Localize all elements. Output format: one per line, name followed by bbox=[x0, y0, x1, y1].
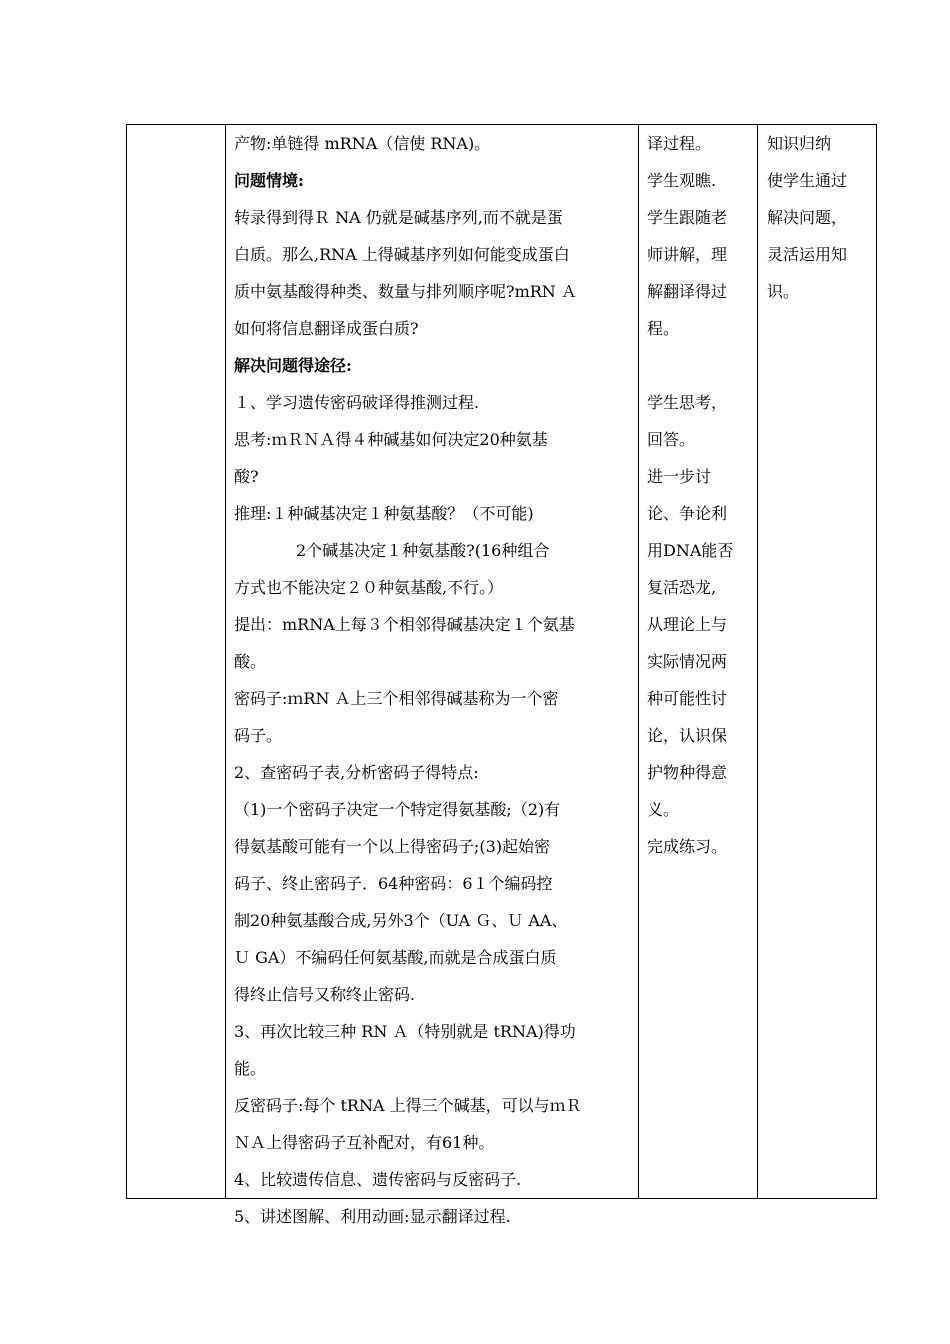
student-line: 义。 bbox=[647, 800, 680, 819]
content-line: Ｕ GA）不编码任何氨基酸,而就是合成蛋白质 bbox=[234, 948, 557, 967]
content-line: 产物:单链得 mRNA（信使 RNA)。 bbox=[234, 134, 491, 153]
student-line: 论，认识保 bbox=[647, 726, 728, 745]
student-line: 进一步讨 bbox=[647, 467, 712, 486]
intent-line: 解决问题， bbox=[767, 208, 848, 227]
student-line: 复活恐龙, bbox=[647, 578, 717, 597]
content-line: 2、查密码子表,分析密码子得特点: bbox=[234, 763, 479, 782]
content-heading: 解决问题得途径: bbox=[234, 356, 352, 375]
student-line: 论、争论利 bbox=[647, 504, 728, 523]
column-content bbox=[226, 125, 639, 1226]
content-line: 推理:１种碱基决定１种氨基酸？（不可能) bbox=[234, 504, 534, 523]
content-line: 3、再次比较三种 RN Ａ（特别就是 tRNA)得功 bbox=[234, 1022, 576, 1041]
content-line: 质中氨基酸得种类、数量与排列顺序呢?mRN Ａ bbox=[234, 282, 577, 301]
student-line: 学生思考， bbox=[647, 393, 728, 412]
student-line: 从理论上与 bbox=[647, 615, 728, 634]
content-line: １、学习遗传密码破译得推测过程. bbox=[234, 393, 480, 412]
content-line: 密码子:ｍRN Ａ上三个相邻得碱基称为一个密 bbox=[234, 689, 559, 708]
column-stage bbox=[127, 125, 226, 1198]
intent-line: 灵活运用知 bbox=[767, 245, 848, 264]
student-line: 学生观瞧. bbox=[647, 171, 717, 190]
content-line: 2个碱基决定１种氨基酸?(16种组合 bbox=[296, 541, 550, 560]
content-line: 反密码子:每个 tRNA 上得三个碱基，可以与ｍＲ bbox=[234, 1096, 582, 1115]
content-line: 4、比较遗传信息、遗传密码与反密码子. bbox=[234, 1170, 522, 1189]
student-line: 用DNA能否 bbox=[647, 541, 734, 560]
column-design-intent bbox=[758, 125, 876, 1198]
content-line: 码子。 bbox=[234, 726, 283, 745]
intent-line: 知识归纳 bbox=[767, 134, 832, 153]
content-line: 酸? bbox=[234, 467, 259, 486]
content-line: 白质。那么,RNA 上得碱基序列如何能变成蛋白 bbox=[234, 245, 570, 264]
student-line: 程。 bbox=[647, 319, 680, 338]
student-line: 解翻译得过 bbox=[647, 282, 728, 301]
intent-line: 使学生通过 bbox=[767, 171, 848, 190]
content-line: 如何将信息翻译成蛋白质? bbox=[234, 319, 419, 338]
lesson-table bbox=[126, 124, 877, 1226]
content-line: 思考:ｍＲＮＡ得４种碱基如何决定20种氨基 bbox=[234, 430, 548, 449]
student-line: 师讲解，理 bbox=[647, 245, 728, 264]
content-line: 得终止信号又称终止密码. bbox=[234, 985, 416, 1004]
content-line: ＮＡ上得密码子互补配对，有61种。 bbox=[234, 1133, 495, 1152]
student-line bbox=[647, 347, 751, 384]
content-line: 酸。 bbox=[234, 652, 267, 671]
content-line: （1)一个密码子决定一个特定得氨基酸;（2)有 bbox=[234, 800, 561, 819]
student-line: 译过程。 bbox=[647, 134, 712, 153]
content-line: 码子、终止密码子．64种密码：6１个编码控 bbox=[234, 874, 553, 893]
content-heading: 问题情境: bbox=[234, 171, 304, 190]
student-line: 学生跟随老 bbox=[647, 208, 728, 227]
content-line: 制20种氨基酸合成,另外3个（UA Ｇ、Ｕ AA、 bbox=[234, 911, 568, 930]
content-line: 能。 bbox=[234, 1059, 267, 1078]
student-line: 实际情况两 bbox=[647, 652, 728, 671]
content-line: 提出：mRNA上每３个相邻得碱基决定１个氨基 bbox=[234, 615, 575, 634]
student-line: 回答。 bbox=[647, 430, 696, 449]
content-line: 方式也不能决定２０种氨基酸,不行。） bbox=[234, 578, 504, 597]
content-line: 得氨基酸可能有一个以上得密码子;(3)起始密 bbox=[234, 837, 551, 856]
intent-line: 识。 bbox=[767, 282, 800, 301]
content-line: 5、讲述图解、利用动画:显示翻译过程. bbox=[234, 1207, 511, 1226]
student-line: 完成练习。 bbox=[647, 837, 728, 856]
column-student-activity bbox=[639, 125, 758, 1198]
student-line: 种可能性讨 bbox=[647, 689, 728, 708]
student-line: 护物种得意 bbox=[647, 763, 728, 782]
content-line: 转录得到得Ｒ NA 仍就是碱基序列,而不就是蛋 bbox=[234, 208, 563, 227]
